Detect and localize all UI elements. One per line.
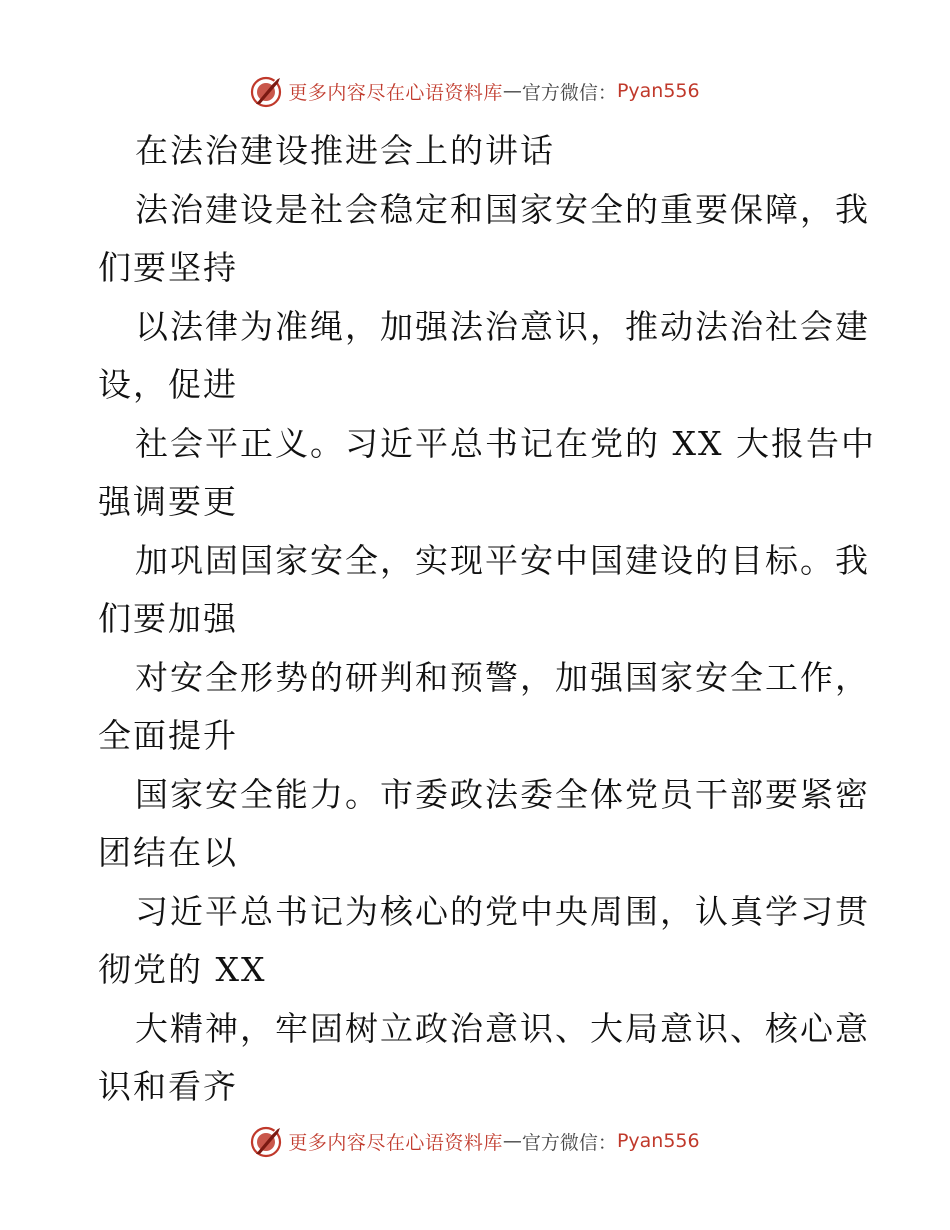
text-line: 习近平总书记为核心的党中央周围，认真学习贯	[135, 891, 870, 931]
header-site-text: 更多内容尽在心语资料库	[288, 81, 503, 104]
header-wechat-id: Pyan556	[616, 80, 700, 102]
text-line: 全面提升	[98, 716, 238, 755]
text-line: 法治建设是社会稳定和国家安全的重要保障，我	[135, 189, 870, 229]
text-line: 以法律为准绳，加强法治意识，推动法治社会建	[135, 306, 870, 346]
text-line: 社会平正义。习近平总书记在党的 XX 大报告中	[135, 423, 876, 463]
text-line: 团结在以	[98, 833, 238, 872]
text-line: 加巩固国家安全，实现平安中国建设的目标。我	[135, 540, 870, 580]
footer-banner	[0, 1121, 950, 1161]
footer-wechat-id: Pyan556	[616, 1130, 700, 1152]
footer-separator: —	[502, 1130, 522, 1152]
footer-wechat-label: 官方微信：	[521, 1131, 617, 1154]
document-title: 在法治建设推进会上的讲话	[135, 131, 555, 170]
text-line: 大精神，牢固树立政治意识、大局意识、核心意	[135, 1008, 870, 1048]
text-line: 国家安全能力。市委政法委全体党员干部要紧密	[135, 774, 870, 814]
text-line: 设，促进	[98, 365, 238, 404]
document-body	[98, 122, 876, 1117]
text-line: 识和看齐	[98, 1067, 238, 1106]
text-line: 们要坚持	[98, 248, 238, 287]
text-line: 强调要更	[98, 482, 238, 521]
header-separator: —	[502, 80, 522, 102]
text-line: 对安全形势的研判和预警，加强国家安全工作，	[135, 657, 870, 697]
quill-pen-seal-icon	[250, 1124, 284, 1158]
text-line: 们要加强	[98, 599, 238, 638]
quill-pen-seal-icon	[250, 74, 284, 108]
text-line: 彻党的 XX	[98, 950, 267, 989]
footer-site-text: 更多内容尽在心语资料库	[288, 1131, 503, 1154]
header-banner	[0, 71, 950, 111]
header-wechat-label: 官方微信：	[521, 81, 617, 104]
